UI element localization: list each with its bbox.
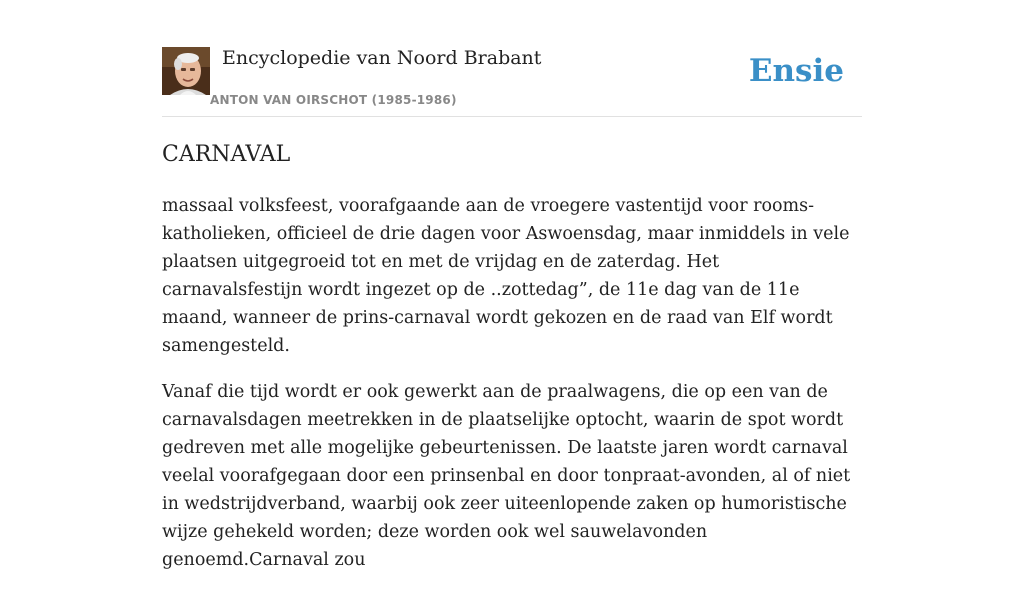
brand-logo[interactable]: Ensie	[748, 53, 844, 89]
author-portrait-icon	[162, 47, 210, 95]
article-headword: CARNAVAL	[162, 142, 291, 167]
author-avatar[interactable]	[162, 47, 210, 95]
article-header	[162, 46, 862, 117]
source-title[interactable]: Encyclopedie van Noord Brabant	[222, 47, 542, 69]
article-paragraph: massaal volksfeest, voorafgaande aan de vroegere vastentijd voor rooms-katholieken, officieel de drie dagen voor Aswoensdag, maar inmiddels in vele plaatsen uitgegroeid tot en met de vrijdag en de zaterdag. Het carnavalsfestijn wordt ingezet op de ..zottedag”, de 11e dag van de 11e maand, wanneer de prins-carnaval wordt gekozen en de raad van Elf wordt samengesteld.	[162, 196, 850, 356]
article-paragraph: Vanaf die tijd wordt er ook gewerkt aan de praalwagens, die op een van de carnavalsdagen meetrekken in de plaatselijke optocht, waarin de spot wordt gedreven met alle mogelijke gebeurtenissen. De laatste jaren wordt carnaval veelal voorafgegaan door een prinsenbal en door tonpraat-avonden, al of niet in wedstrijdverband, waarbij ook zeer uiteenlopende zaken op humoristische wijze gehekeld worden; deze worden ook wel sauwelavonden genoemd.Carnaval zou	[162, 382, 851, 570]
article-body	[162, 192, 862, 592]
author-name[interactable]: ANTON VAN OIRSCHOT (1985-1986)	[210, 93, 457, 107]
